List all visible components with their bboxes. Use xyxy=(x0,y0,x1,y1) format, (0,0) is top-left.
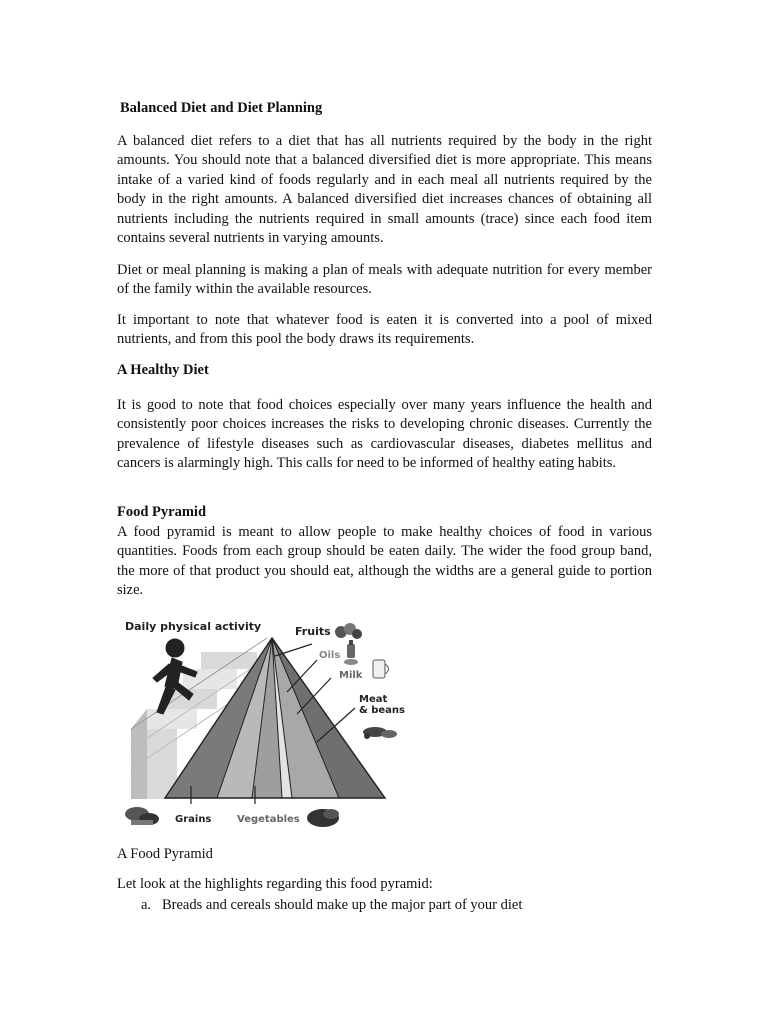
document-title: Balanced Diet and Diet Planning xyxy=(120,100,323,116)
food-pyramid-figure xyxy=(117,614,417,836)
meat-label-line2: & beans xyxy=(359,705,405,716)
daily-activity-label: Daily physical activity xyxy=(125,620,262,633)
fruits-label: Fruits xyxy=(295,625,331,638)
healthy-diet-paragraph: It is good to note that food choices especially over many years influence the health and consistently poor choices increases the risks to developing chronic diseases. Currently the prevalence of lifestyle diseases such as cardiovascular diseases, diabetes mellitus and cancers is alarmingly high. This calls for need to be informed of healthy eating habits. xyxy=(117,397,652,472)
food-pyramid-illustration xyxy=(117,614,417,836)
list-item xyxy=(141,897,522,914)
food-pyramid-paragraph: A food pyramid is meant to allow people to make healthy choices of food in various quantities. Foods from each group should be eaten daily. The wider the food group band, the more of that product you should eat, although the widths are a general guide to portion size. xyxy=(117,524,652,599)
list-item-marker: a. xyxy=(141,897,152,913)
food-pyramid-heading: Food Pyramid xyxy=(117,504,207,520)
milk-icon xyxy=(373,660,389,678)
meat-beans-icon xyxy=(363,727,397,739)
vegetables-label: Vegetables xyxy=(237,814,300,825)
highlights-list xyxy=(141,897,522,914)
oils-label: Oils xyxy=(319,650,341,661)
figure-caption: A Food Pyramid xyxy=(117,846,213,862)
grains-label: Grains xyxy=(175,814,212,825)
oils-icon xyxy=(344,640,358,665)
healthy-diet-heading: A Healthy Diet xyxy=(117,362,209,378)
meat-label-line1: Meat xyxy=(359,694,388,705)
highlights-intro: Let look at the highlights regarding this food pyramid: xyxy=(117,876,433,892)
nutrient-pool-paragraph: It important to note that whatever food is eaten it is converted into a pool of mixed nutrients, and from this pool the body draws its requirements. xyxy=(117,312,652,348)
meal-planning-paragraph: Diet or meal planning is making a plan of meals with adequate nutrition for every member of the family within the available resources. xyxy=(117,262,652,298)
grains-icon xyxy=(125,807,159,825)
balanced-diet-paragraph: A balanced diet refers to a diet that has all nutrients required by the body in the right amounts. You should note that a balanced diversified diet is more appropriate. This means intake of a varied kind of foods regularly and in each meal all nutrients required by the body in the right amounts. A balanced diversified diet increases chances of obtaining all nutrients including the nutrients required in small amounts (trace) since each food item contains several nutrients in varying amounts. xyxy=(117,133,652,247)
list-item-text: Breads and cereals should make up the major part of your diet xyxy=(162,897,523,913)
fruits-icon xyxy=(335,623,362,639)
milk-label: Milk xyxy=(339,670,363,681)
vegetables-icon xyxy=(307,809,339,827)
